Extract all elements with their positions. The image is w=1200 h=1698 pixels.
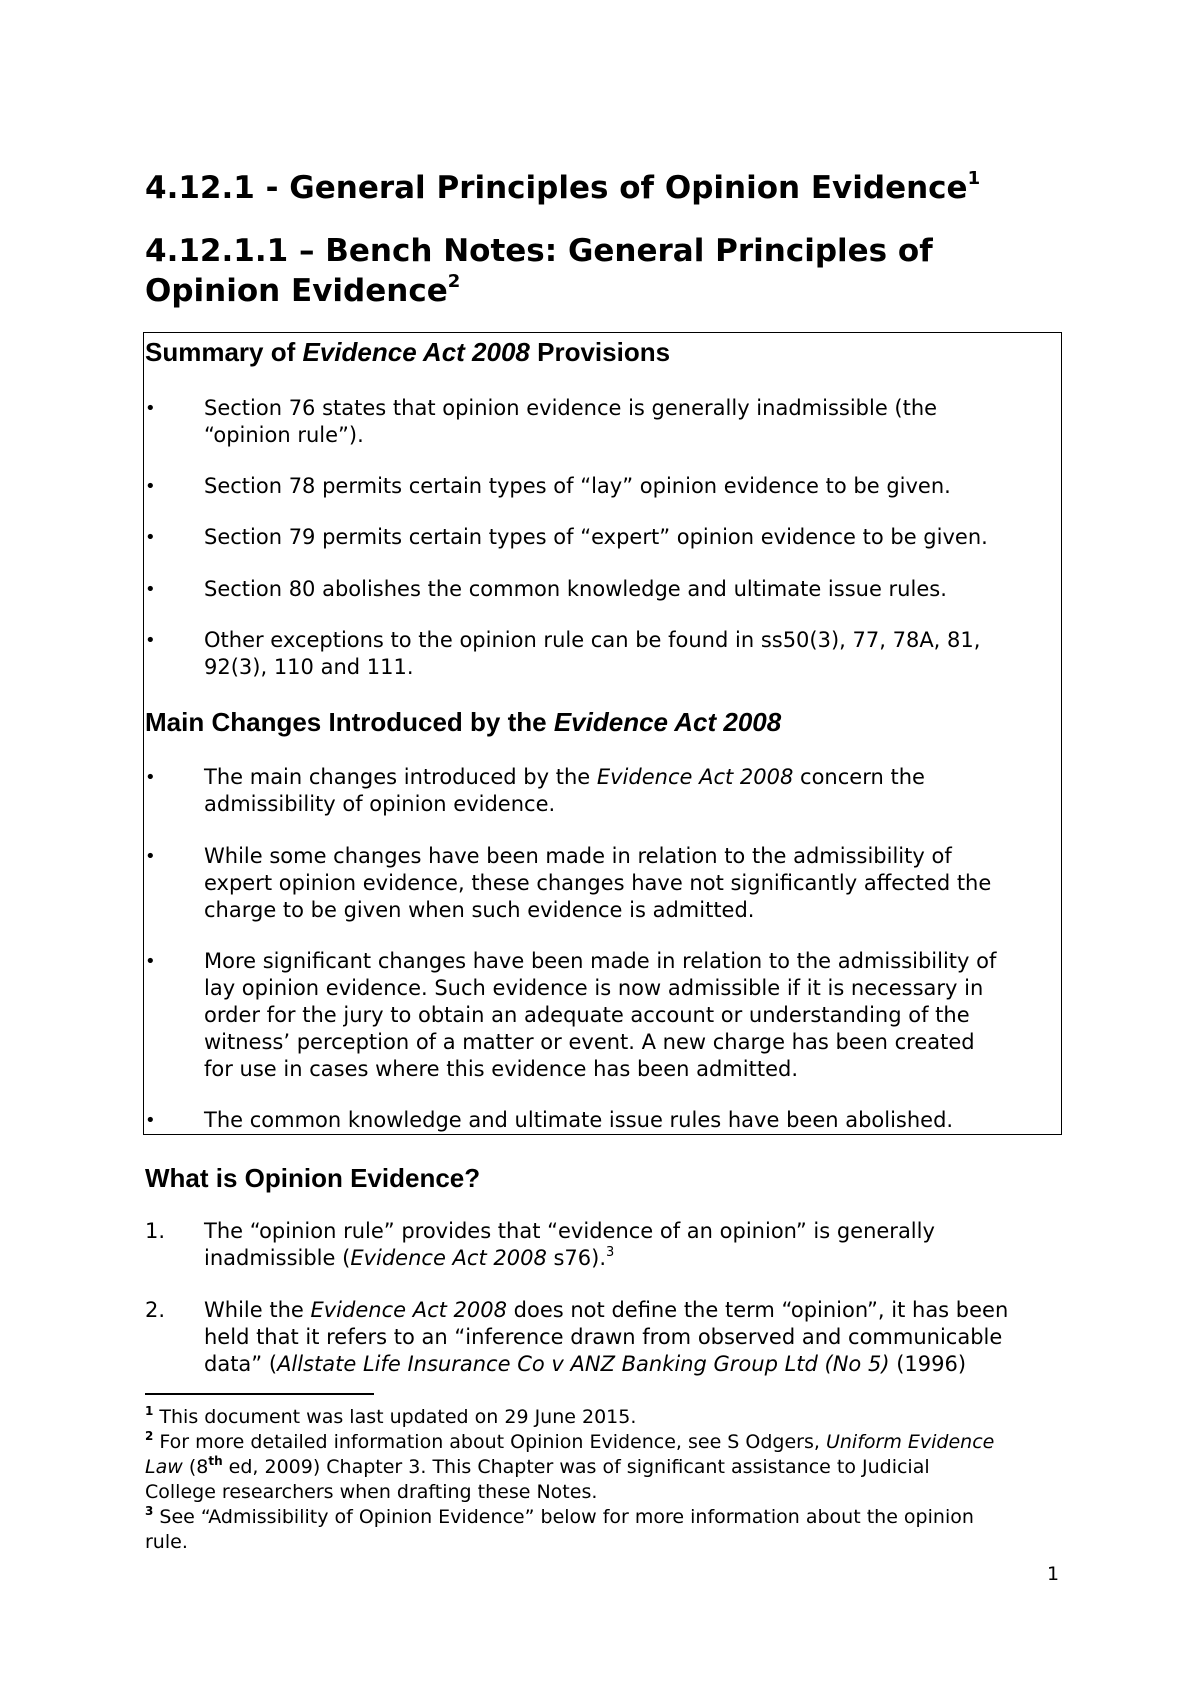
footnote-1: $^1$ This document was last updated on 29 June 2015. xyxy=(145,1404,637,1428)
bench-notes-title-line2: Opinion Evidence xyxy=(145,273,448,309)
footnote-separator xyxy=(145,1393,374,1395)
bullet-icon: • xyxy=(145,1110,156,1131)
document-page: 4.12.1 - General Principles of Opinion Evidence$^1$ 4.12.1.1 – Bench Notes: General Principles of Opinion Evidence$^2$ Summary of Evidence Act 2008 Provisions • Section 76 states that opinion evidence is generally inadmissible (the “opinion rule”). • Section 78 permits certain types of “lay” opinion evidence to be given. • Section 79 permits certain types of “expert” opinion evidence to be given. • Section 80 abolishes the common knowledge and ultimate issue rules. • Other exceptions to the opinion rule can be found in ss50(3), 77, 78A, 81, 92(3), 110 and 111. Main Changes Introduced by the Evidence Act 2008 • The main changes introduced by the Evidence Act 2008 concern the admissibility of opinion evidence. • While some changes have been made in relation to the admissibility of expert opinion evidence, these changes have not significantly affected the charge to be given when such evidence is admitted. • More significant changes have been made in relation to the admissibility of lay opinion evidence. Such evidence is now admissible if it is necessary in order for the jury to obtain an adequate account or understanding of the witness’ perception of a matter or event. A new charge has been created for use in cases where this evidence has been admitted. • The common knowledge and ultimate issue rules have been abolished. What is Opinion Evidence? 1. The “opinion rule” provides that “evidence of an opinion” is generally inadmissible (Evidence Act 2008 s76).$^3$ 2. While the Evidence Act 2008 does not define the term “opinion”, it has been held that it refers to an “inference drawn from observed and communicable data” (Allstate Life Insurance Co v ANZ Banking Group Ltd (No 5) (1996) $^1$ This document was last updated on 29 June 2015. $^2$ For more detailed information about Opinion Evidence, see S Odgers, Uniform Evidence Law (8th ed, 2009) Chapter 3. This Chapter was of significant assistance to Judicial College researchers when drafting these Notes. $^3$ See “Admissibility of Opinion Evidence” below for more information about the opinion rule. 1 xyxy=(0,0,1200,1698)
footnote-ref-1[interactable]: 1 xyxy=(967,168,981,189)
bullet-icon: • xyxy=(145,527,156,548)
footnote-2: $^2$ For more detailed information about Opinion Evidence, see S Odgers, Uniform Evidence Law (8th ed, 2009) Chapter 3. This Chapter was of significant assistance to Judicial College researchers when drafting these Notes. xyxy=(145,1429,995,1503)
section-heading: What is Opinion Evidence? xyxy=(145,1163,481,1193)
footnote-ref-3[interactable]: 3 xyxy=(606,1245,615,1260)
footnote-3: $^3$ See “Admissibility of Opinion Evidence” below for more information about the opinion rule. xyxy=(145,1504,974,1553)
bullet-icon: • xyxy=(145,398,156,419)
bullet-icon: • xyxy=(145,579,156,600)
footnote-ref-2[interactable]: 2 xyxy=(447,271,461,292)
bullet-icon: • xyxy=(145,951,156,972)
page-number: 1 xyxy=(1047,1563,1060,1585)
main-changes-heading: Main Changes Introduced by the Evidence Act 2008 xyxy=(145,707,782,737)
summary-heading: Summary of Evidence Act 2008 Provisions xyxy=(145,337,671,367)
bullet-icon: • xyxy=(145,767,156,788)
page-title-text: 4.12.1 - General Principles of Opinion Evidence xyxy=(145,170,968,206)
bullet-icon: • xyxy=(145,846,156,867)
bench-notes-title xyxy=(145,231,1045,311)
bullet-icon: • xyxy=(145,476,156,497)
bench-notes-title-line1: 4.12.1.1 – Bench Notes: General Principles of xyxy=(145,233,933,269)
page-title xyxy=(145,168,980,208)
bullet-icon: • xyxy=(145,630,156,651)
